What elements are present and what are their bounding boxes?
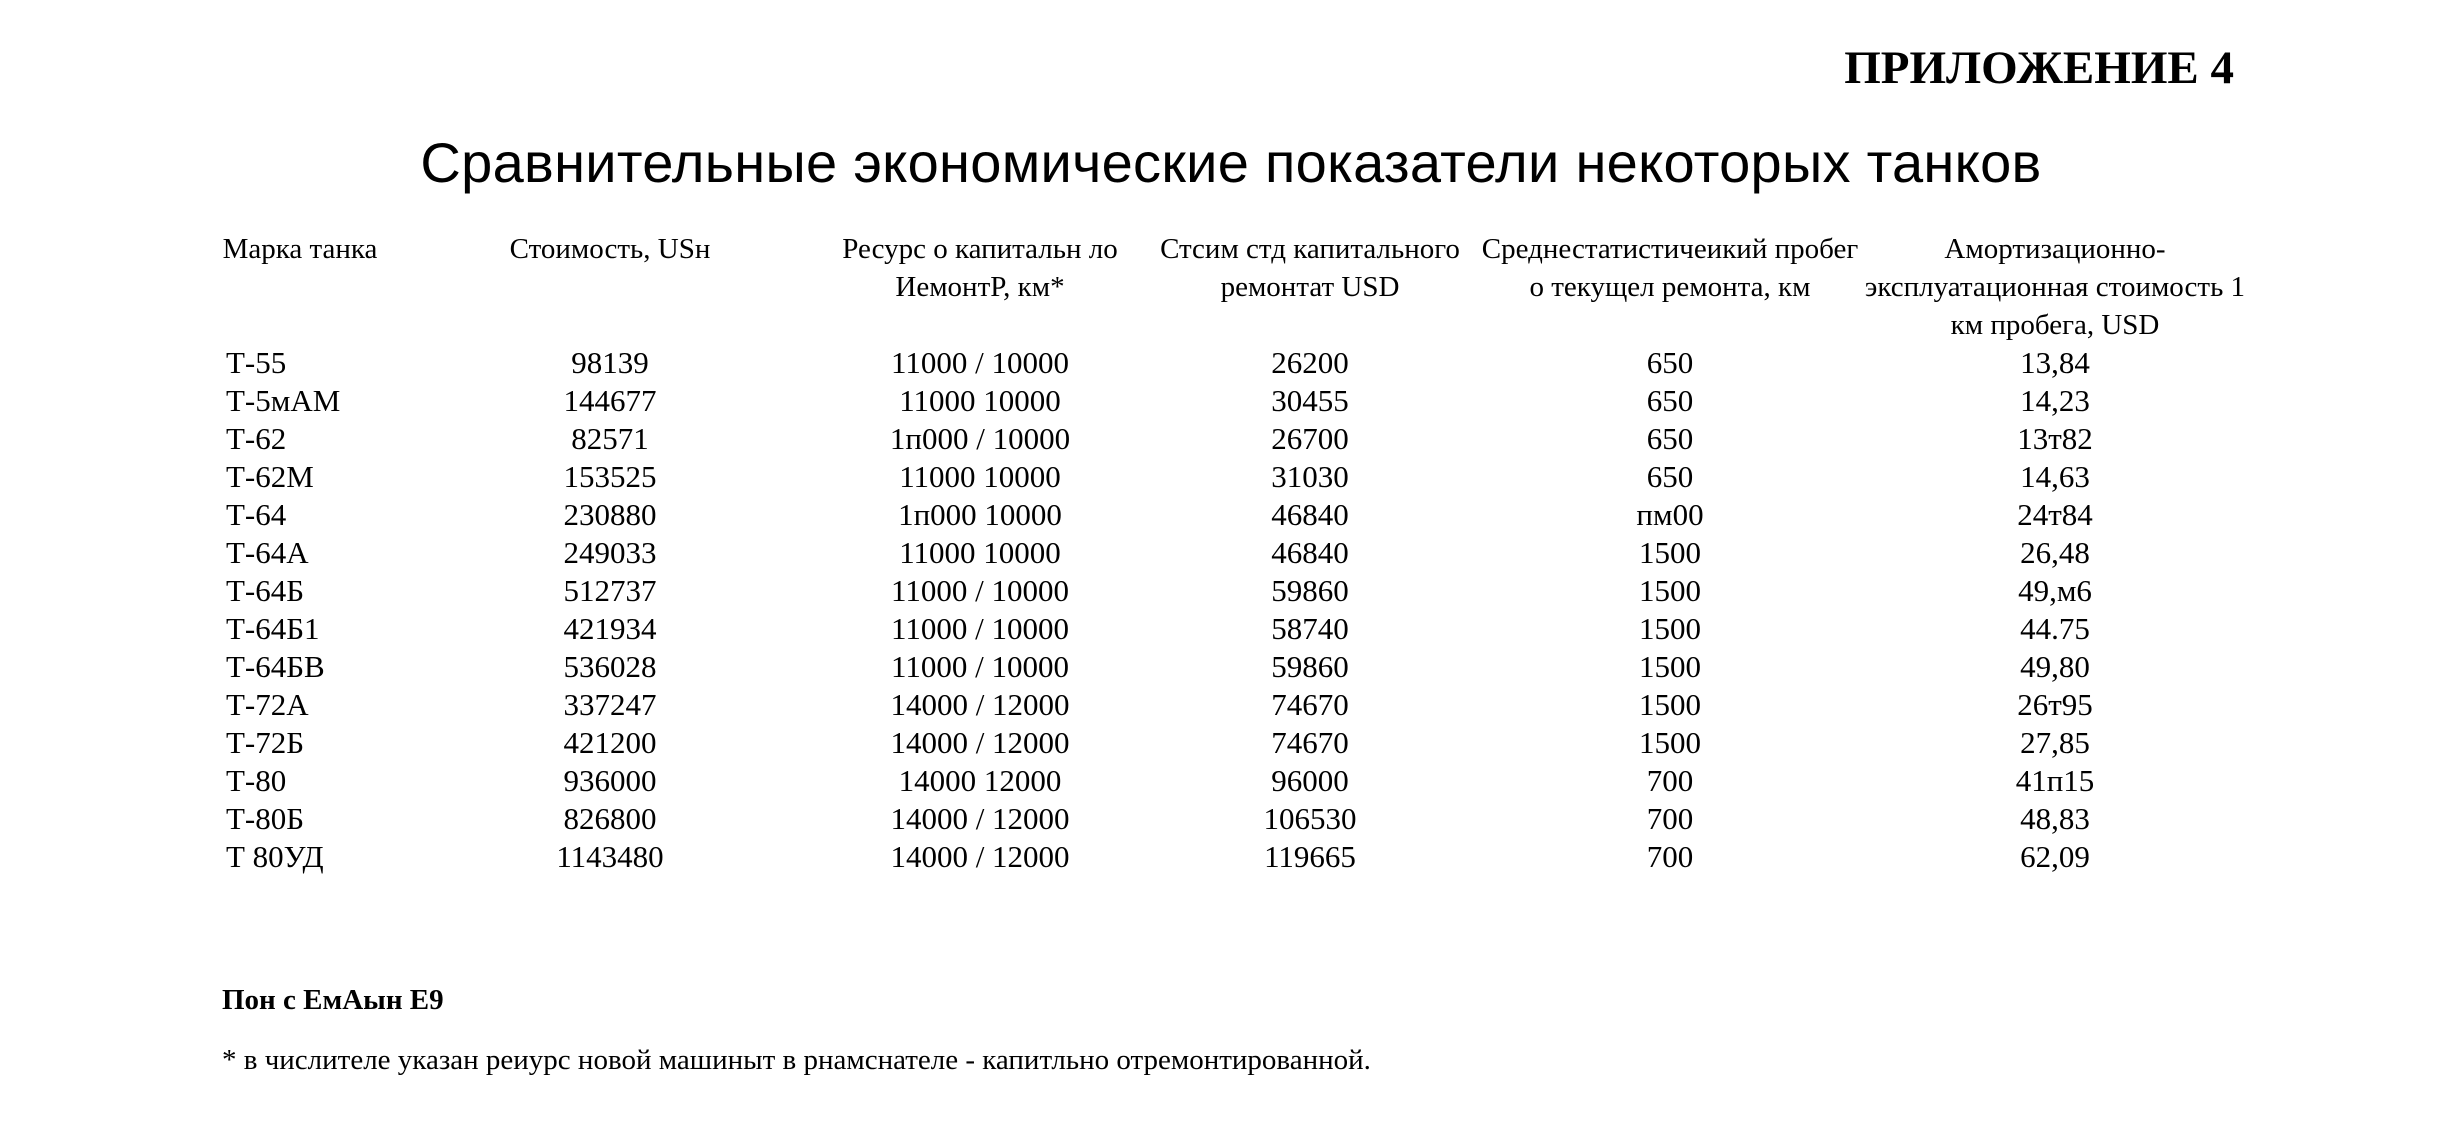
cell-overhaul-cost: 59860: [1271, 649, 1349, 684]
notes-title: Пон с ЕмАын Е9: [222, 984, 444, 1016]
cell-model: Т-64Б1: [226, 611, 320, 646]
cell-resource: 14000 / 12000: [890, 725, 1070, 760]
cell-resource: 14000 / 12000: [890, 801, 1070, 836]
cell-mileage: 700: [1646, 763, 1694, 798]
cell-cost-per-km: 26т95: [2017, 687, 2093, 722]
table-row: [200, 382, 2250, 420]
cell-model: Т-64: [226, 497, 287, 532]
cell-model: Т-55: [226, 345, 287, 380]
cell-mileage: 1500: [1639, 573, 1701, 608]
table-row: [200, 496, 2250, 534]
cell-overhaul-cost: 74670: [1271, 687, 1349, 722]
cell-cost-per-km: 26,48: [2020, 535, 2090, 570]
cell-overhaul-cost: 119665: [1264, 839, 1356, 874]
cell-resource: 1п000 10000: [898, 497, 1062, 532]
page-title: Сравнительные экономические показатели некоторых танков: [420, 131, 2042, 194]
cell-cost-per-km: 14,23: [2020, 383, 2090, 418]
cell-resource: 11000 / 10000: [891, 611, 1069, 646]
footnote: * в числителе указан реиурс новой машиныт в рнамснателе - капитльно отремонтированной.: [222, 1044, 1371, 1076]
appendix-label: ПРИЛОЖЕНИЕ 4: [1844, 42, 2234, 94]
cell-resource: 11000 10000: [899, 535, 1061, 570]
table-row: [200, 572, 2250, 610]
table-row: [200, 762, 2250, 800]
cell-cost: 98139: [571, 345, 649, 380]
cell-model: Т-64Б: [226, 573, 305, 608]
cell-cost-per-km: 62,09: [2020, 839, 2090, 874]
table-row: [200, 686, 2250, 724]
cell-resource: 11000 / 10000: [891, 573, 1069, 608]
table-row: [200, 420, 2250, 458]
table-row: [200, 724, 2250, 762]
cell-overhaul-cost: 106530: [1263, 801, 1357, 836]
cell-overhaul-cost: 74670: [1271, 725, 1349, 760]
cell-cost-per-km: 24т84: [2017, 497, 2093, 532]
column-header-resource: Ресурс о капитальн лo ИемонтP, км*: [842, 233, 1118, 303]
table-row: [200, 344, 2250, 382]
cell-overhaul-cost: 46840: [1271, 535, 1349, 570]
cell-mileage: 1500: [1639, 611, 1701, 646]
cell-cost-per-km: 49,80: [2020, 649, 2090, 684]
cell-resource: 14000 / 12000: [890, 687, 1070, 722]
cell-resource: 11000 / 10000: [891, 345, 1069, 380]
cell-overhaul-cost: 96000: [1271, 763, 1349, 798]
cell-cost: 249033: [563, 535, 657, 570]
cell-cost: 421934: [563, 611, 657, 646]
table-row: [200, 610, 2250, 648]
cell-cost-per-km: 27,85: [2020, 725, 2090, 760]
cell-model: Т-62: [226, 421, 287, 456]
table-header-row: [200, 230, 2250, 344]
cell-cost: 826800: [563, 801, 657, 836]
table-row: [200, 838, 2250, 876]
cell-overhaul-cost: 31030: [1271, 459, 1349, 494]
cell-cost: 153525: [563, 459, 657, 494]
cell-model: Т-72А: [226, 687, 309, 722]
cell-cost-per-km: 48,83: [2020, 801, 2090, 836]
cell-resource: 11000 / 10000: [891, 649, 1069, 684]
cell-mileage: 700: [1646, 839, 1694, 874]
table-row: [200, 458, 2250, 496]
column-header-cost: Стоимость, USн: [509, 233, 711, 265]
cell-mileage: 650: [1646, 459, 1694, 494]
cell-cost-per-km: 41п15: [2015, 763, 2095, 798]
column-header-model: Марка танка: [222, 233, 378, 265]
cell-model: Т-80Б: [226, 801, 305, 836]
cell-overhaul-cost: 26200: [1271, 345, 1349, 380]
column-header-overhaul-cost: Стсим стд капитального ремонтат USD: [1160, 233, 1460, 303]
cell-resource: 1п000 / 10000: [889, 421, 1071, 456]
cell-mileage: 650: [1646, 421, 1694, 456]
cell-cost-per-km: 49,м6: [2018, 573, 2092, 608]
table-row: [200, 534, 2250, 572]
cell-resource: 14000 / 12000: [890, 839, 1070, 874]
cell-cost: 512737: [563, 573, 657, 608]
cell-cost: 82571: [571, 421, 649, 456]
cell-mileage: 650: [1646, 383, 1694, 418]
cell-model: Т-72Б: [226, 725, 305, 760]
cell-cost: 936000: [563, 763, 657, 798]
cell-overhaul-cost: 58740: [1271, 611, 1349, 646]
cell-model: Т-5мАМ: [226, 383, 341, 418]
cell-model: Т-64БВ: [226, 649, 325, 684]
cell-overhaul-cost: 26700: [1271, 421, 1349, 456]
column-header-cost-per-km: Амортизационно-эксплуатационная стоимость 1 км пробега, USD: [1864, 233, 2246, 341]
table-body: [200, 344, 2250, 876]
cell-mileage: 1500: [1639, 687, 1701, 722]
cell-mileage: 650: [1646, 345, 1694, 380]
cell-overhaul-cost: 59860: [1271, 573, 1349, 608]
cell-cost: 337247: [563, 687, 657, 722]
cell-model: Т 80УД: [226, 839, 324, 874]
cell-cost: 1143480: [556, 839, 664, 874]
cell-cost-per-km: 14,63: [2020, 459, 2090, 494]
cell-mileage: 1500: [1639, 535, 1701, 570]
cell-resource: 11000 10000: [899, 459, 1061, 494]
cell-model: Т-62М: [226, 459, 314, 494]
table-row: [200, 648, 2250, 686]
cell-mileage: пм00: [1636, 497, 1704, 532]
cell-cost: 144677: [563, 383, 657, 418]
cell-cost-per-km: 44.75: [2020, 611, 2090, 646]
cell-model: Т-64А: [226, 535, 309, 570]
table-row: [200, 800, 2250, 838]
cell-cost: 230880: [563, 497, 657, 532]
cell-overhaul-cost: 30455: [1271, 383, 1349, 418]
cell-resource: 14000 12000: [898, 763, 1062, 798]
cell-cost-per-km: 13,84: [2020, 345, 2090, 380]
cell-model: Т-80: [226, 763, 287, 798]
cell-resource: 11000 10000: [899, 383, 1061, 418]
column-header-mileage: Среднестатистичеикий пробег о текущел ремонта, км: [1481, 233, 1859, 303]
cell-cost-per-km: 13т82: [2017, 421, 2093, 456]
cell-mileage: 1500: [1639, 725, 1701, 760]
cell-mileage: 1500: [1639, 649, 1701, 684]
cell-overhaul-cost: 46840: [1271, 497, 1349, 532]
tank-comparison-table: [200, 230, 2250, 876]
cell-cost: 536028: [563, 649, 657, 684]
cell-cost: 421200: [563, 725, 657, 760]
cell-mileage: 700: [1646, 801, 1694, 836]
